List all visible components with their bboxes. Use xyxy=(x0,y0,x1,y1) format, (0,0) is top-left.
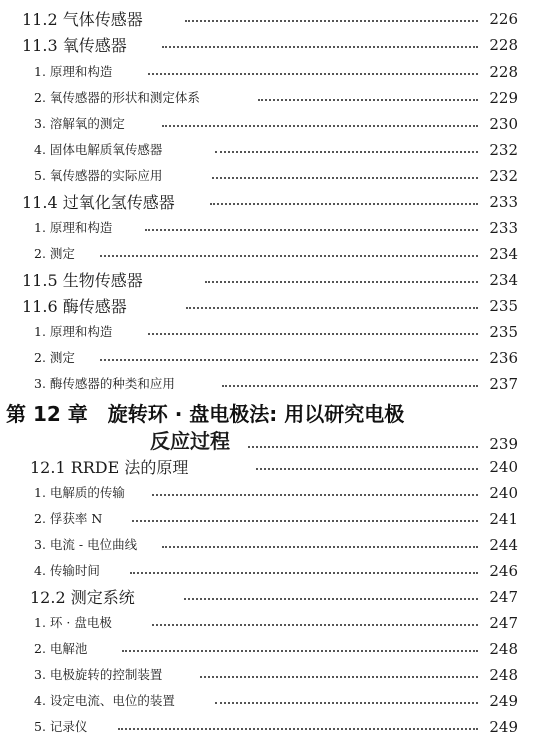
dot-leader xyxy=(100,255,478,257)
dot-leader xyxy=(200,676,478,678)
toc-entry-label: 5. 氧传感器的实际应用 xyxy=(34,168,163,183)
toc-entry-page: 246 xyxy=(489,562,518,580)
toc-entry-label: 2. 测定 xyxy=(34,246,75,261)
toc-entry-label: 4. 固体电解质氧传感器 xyxy=(34,142,163,157)
toc-entry-label: 1. 原理和构造 xyxy=(34,64,113,79)
dot-leader xyxy=(100,359,478,361)
toc-entry-page: 233 xyxy=(489,193,518,211)
toc-entry-label: 11.3 氧传感器 xyxy=(22,36,127,55)
toc-entry xyxy=(0,139,546,165)
toc-entry-page: 234 xyxy=(489,245,518,263)
dot-leader xyxy=(185,20,478,22)
toc-entry xyxy=(0,586,546,612)
dot-leader xyxy=(122,650,478,652)
toc-entry-page: 247 xyxy=(489,614,518,632)
toc-entry xyxy=(0,560,546,586)
toc-entry-page: 229 xyxy=(489,89,518,107)
toc-entry xyxy=(0,612,546,638)
dot-leader xyxy=(148,73,478,75)
chapter-heading-line2: 反应过程 xyxy=(150,429,230,453)
chapter-heading: 第 12 章 旋转环 · 盘电极法: 用以研究电极 xyxy=(6,402,405,426)
toc-entry-label: 2. 测定 xyxy=(34,350,75,365)
toc-entry-label: 11.5 生物传感器 xyxy=(22,271,143,290)
dot-leader xyxy=(205,281,478,283)
toc-entry-label: 1. 电解质的传输 xyxy=(34,485,125,500)
dot-leader xyxy=(248,446,478,448)
toc-entry-page: 248 xyxy=(489,666,518,684)
toc-entry xyxy=(0,508,546,534)
toc-entry xyxy=(0,456,546,482)
toc-entry-page: 232 xyxy=(489,141,518,159)
toc-entry-label: 1. 环 · 盘电极 xyxy=(34,615,112,630)
toc-entry-label: 3. 酶传感器的种类和应用 xyxy=(34,376,175,391)
toc-entry-label: 12.2 测定系统 xyxy=(30,588,135,607)
dot-leader xyxy=(256,468,478,470)
toc-entry xyxy=(0,321,546,347)
dot-leader xyxy=(162,125,478,127)
toc-entry xyxy=(0,61,546,87)
toc-entry-label: 1. 原理和构造 xyxy=(34,220,113,235)
toc-entry xyxy=(0,534,546,560)
toc-entry-label: 1. 原理和构造 xyxy=(34,324,113,339)
dot-leader xyxy=(212,177,478,179)
dot-leader xyxy=(222,385,478,387)
toc-entry-label: 12.1 RRDE 法的原理 xyxy=(30,458,189,477)
toc-entry-page: 237 xyxy=(489,375,518,393)
toc-entry xyxy=(0,482,546,508)
toc-entry xyxy=(0,347,546,373)
toc-entry-page: 248 xyxy=(489,640,518,658)
toc-entry-page: 249 xyxy=(489,692,518,710)
toc-entry xyxy=(0,243,546,269)
dot-leader xyxy=(184,598,478,600)
toc-entry xyxy=(0,113,546,139)
dot-leader xyxy=(132,520,478,522)
toc-entry-page: 228 xyxy=(489,63,518,81)
toc-entry xyxy=(0,87,546,113)
toc-entry-label: 2. 电解池 xyxy=(34,641,88,656)
dot-leader xyxy=(186,307,478,309)
toc-entry-label: 4. 传输时间 xyxy=(34,563,100,578)
toc-entry-label: 2. 俘获率 N xyxy=(34,511,103,526)
chapter-heading-continued xyxy=(0,430,546,456)
toc-entry xyxy=(0,34,546,60)
dot-leader xyxy=(148,333,478,335)
toc-entry xyxy=(0,690,546,716)
toc-entry xyxy=(0,8,546,34)
toc-entry xyxy=(0,295,546,321)
toc-entry-label: 3. 电流 - 电位曲线 xyxy=(34,537,138,552)
dot-leader xyxy=(210,203,478,205)
toc-entry xyxy=(0,217,546,243)
toc-entry-page: 235 xyxy=(489,297,518,315)
toc-entry-page: 233 xyxy=(489,219,518,237)
toc-entry-label: 3. 电极旋转的控制装置 xyxy=(34,667,163,682)
dot-leader xyxy=(258,99,478,101)
toc-entry-label: 5. 记录仪 xyxy=(34,719,88,734)
dot-leader xyxy=(145,229,478,231)
toc-entry-label: 11.6 酶传感器 xyxy=(22,297,127,316)
dot-leader xyxy=(152,624,478,626)
toc-entry xyxy=(0,191,546,217)
toc-entry-page: 234 xyxy=(489,271,518,289)
toc-entry xyxy=(0,373,546,399)
toc-entry-page: 240 xyxy=(489,458,518,476)
dot-leader xyxy=(215,151,478,153)
toc-entry xyxy=(0,664,546,690)
toc-entry-label: 3. 溶解氧的测定 xyxy=(34,116,125,131)
toc-entry-label: 11.4 过氧化氢传感器 xyxy=(22,193,175,212)
toc-entry-page: 247 xyxy=(489,588,518,606)
dot-leader xyxy=(130,572,478,574)
toc-entry-page: 230 xyxy=(489,115,518,133)
dot-leader xyxy=(118,728,478,730)
toc-entry-page: 240 xyxy=(489,484,518,502)
toc-entry-page: 235 xyxy=(489,323,518,341)
dot-leader xyxy=(215,702,478,704)
dot-leader xyxy=(162,46,478,48)
chapter-page: 239 xyxy=(489,435,518,453)
toc-entry xyxy=(0,165,546,191)
toc-entry-label: 11.2 气体传感器 xyxy=(22,10,143,29)
toc-entry-label: 2. 氧传感器的形状和测定体系 xyxy=(34,90,200,105)
toc-entry-label: 4. 设定电流、电位的装置 xyxy=(34,693,175,708)
toc-entry-page: 236 xyxy=(489,349,518,367)
toc-entry-page: 244 xyxy=(489,536,518,554)
toc-entry xyxy=(0,716,546,742)
dot-leader xyxy=(162,546,478,548)
dot-leader xyxy=(152,494,478,496)
toc-entry-page: 241 xyxy=(489,510,518,528)
toc-entry-page: 226 xyxy=(489,10,518,28)
toc-entry-page: 232 xyxy=(489,167,518,185)
toc-entry-page: 249 xyxy=(489,718,518,736)
toc-entry xyxy=(0,638,546,664)
toc-entry-page: 228 xyxy=(489,36,518,54)
toc-entry xyxy=(0,269,546,295)
